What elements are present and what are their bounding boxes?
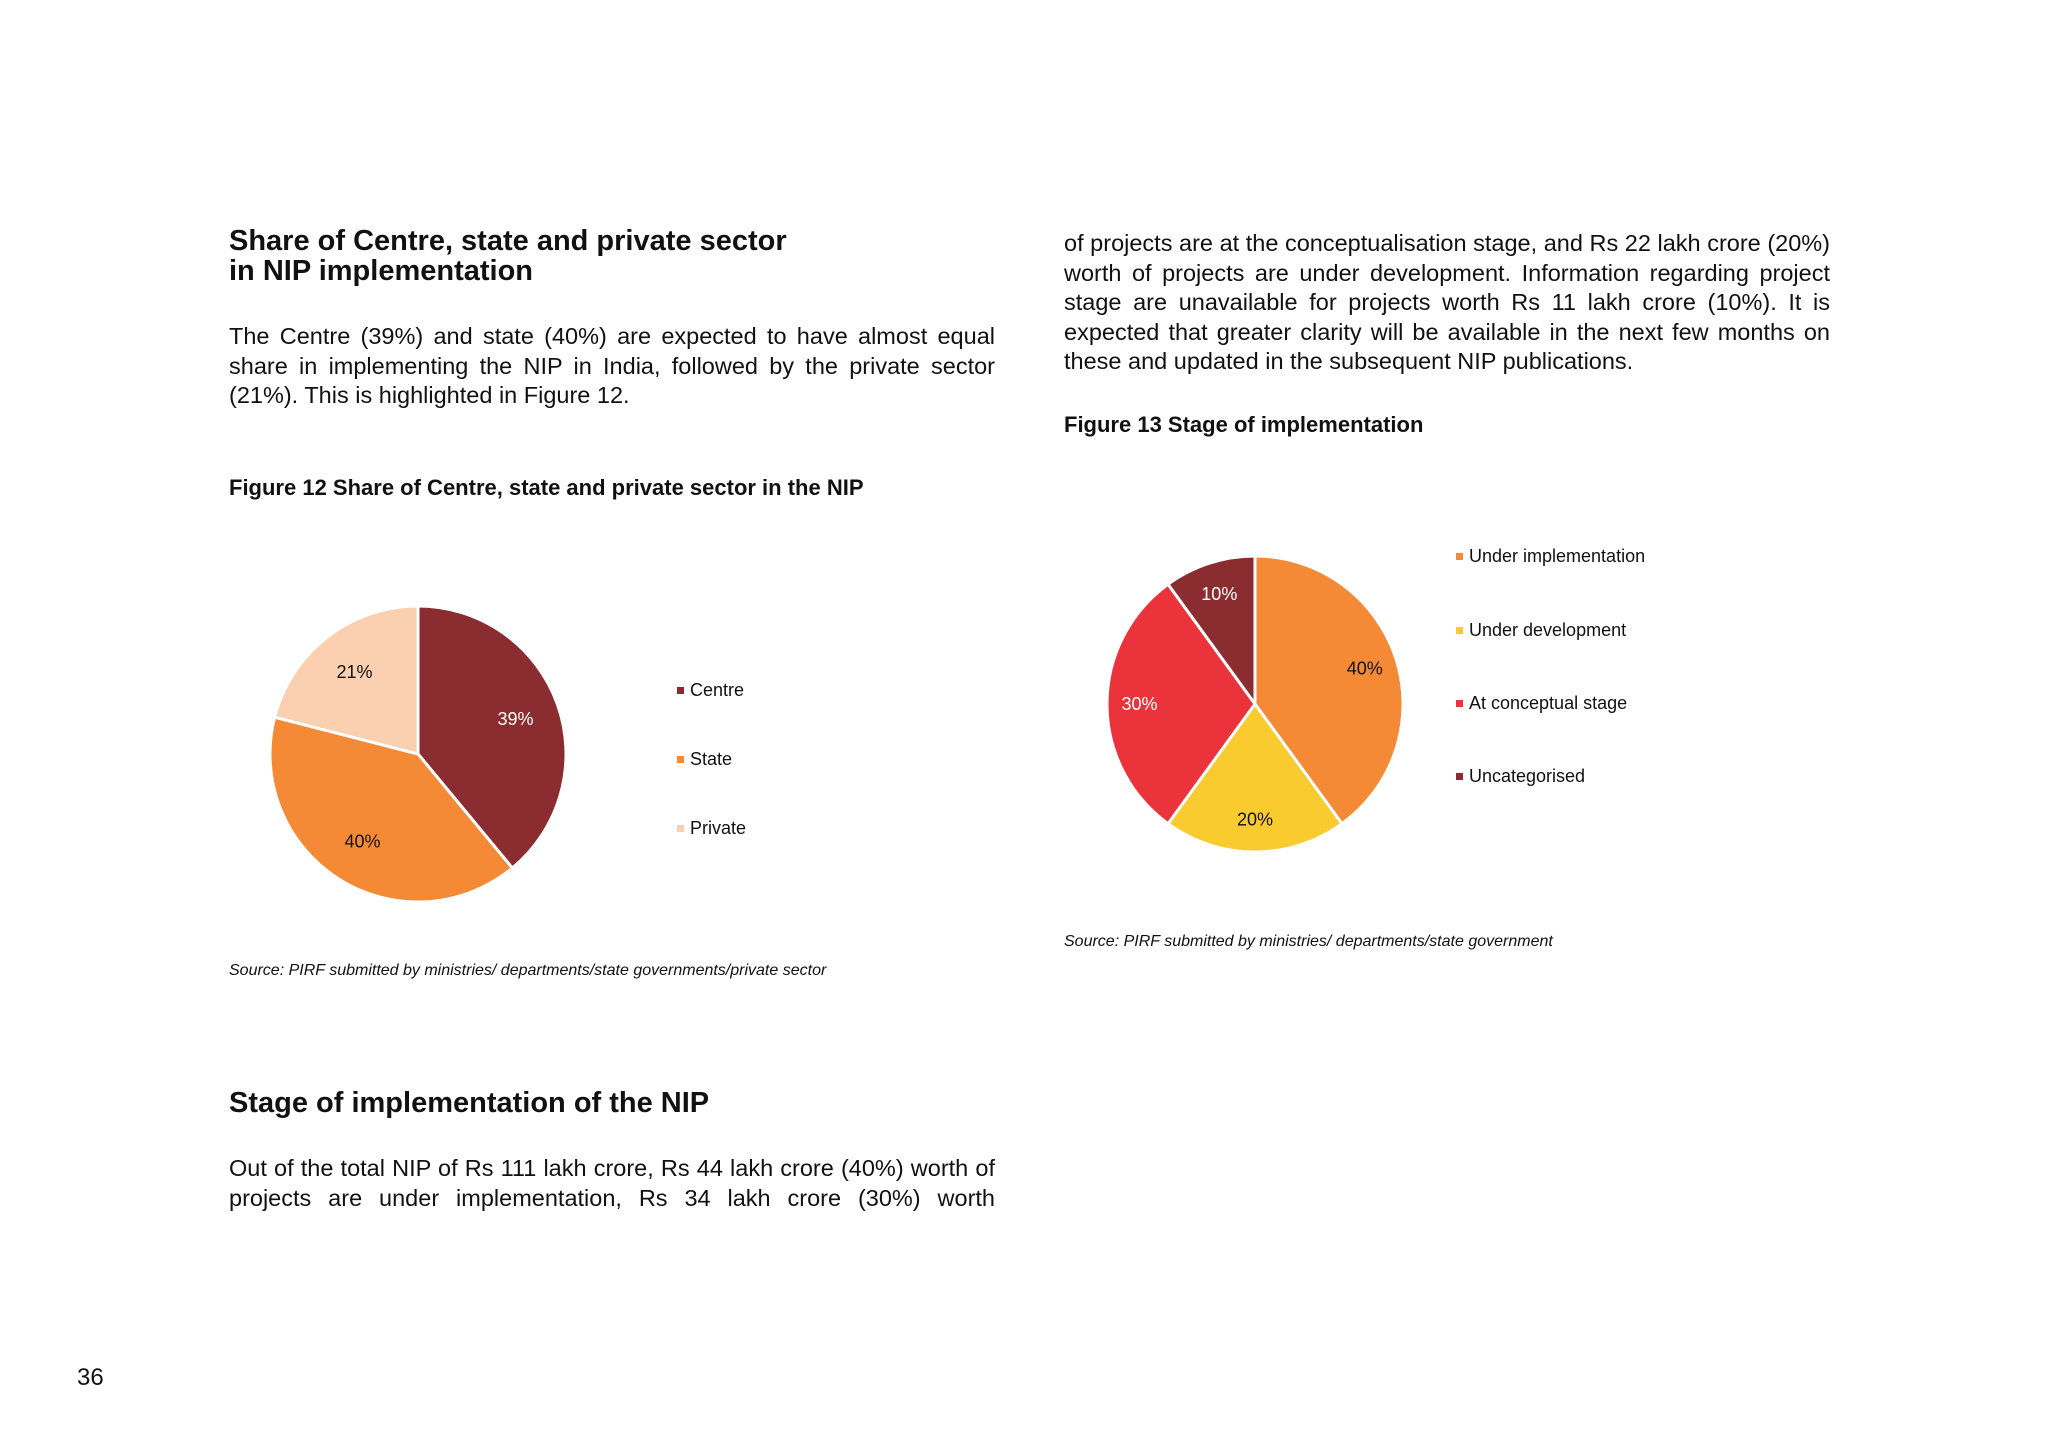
figure-12-title: Figure 12 Share of Centre, state and private sector in the NIP (229, 475, 864, 500)
legend-swatch-private (677, 825, 684, 832)
legend-label-at-conceptual-stage: At conceptual stage (1469, 693, 1628, 713)
section-heading-share: Share of Centre, state and private sector in NIP implementation (229, 225, 787, 287)
pie-label-at-conceptual-stage: 30% (1121, 694, 1158, 714)
pie-label-under-implementation: 40% (1346, 658, 1383, 679)
pie-label-uncategorised: 10% (1201, 584, 1238, 605)
legend-item-private (677, 818, 746, 839)
legend-swatch-centre (677, 687, 684, 694)
pie-label-centre: 39% (497, 708, 534, 729)
legend-item-at-conceptual-stage (1456, 693, 1627, 714)
legend-label-uncategorised: Uncategorised (1469, 766, 1586, 786)
legend-item-under-development (1456, 620, 1626, 641)
legend-label-private: Private (690, 818, 747, 838)
figure-13-pie-chart (1090, 540, 1420, 870)
page-number: 36 (77, 1364, 104, 1391)
section-heading-stage: Stage of implementation of the NIP (229, 1087, 710, 1119)
pie-label-state: 40% (344, 831, 381, 852)
legend-item-under-implementation (1456, 546, 1645, 567)
pie-label-under-development: 20% (1236, 809, 1274, 830)
paragraph-share: The Centre (39%) and state (40%) are expected to have almost equal share in implementing the NIP in India, followed by the private sector (21%). This is highlighted in Figure 12. (229, 323, 995, 408)
figure-13-title: Figure 13 Stage of implementation (1064, 412, 1424, 437)
legend-label-under-implementation: Under implementation (1469, 546, 1646, 566)
legend-label-under-development: Under development (1469, 620, 1627, 640)
paragraph-stage: Out of the total NIP of Rs 111 lakh crore, Rs 44 lakh crore (40%) worth of projects are under implementation, Rs 34 lakh crore (30%) worth (229, 1155, 995, 1211)
figure-12-pie-chart (250, 590, 590, 920)
legend-swatch-state (677, 756, 684, 763)
legend-swatch-under-implementation (1456, 553, 1463, 560)
figure-12-source: Source: PIRF submitted by ministries/ departments/state governments/private sector (229, 962, 827, 979)
legend-swatch-under-development (1456, 627, 1463, 634)
legend-label-centre: Centre (690, 680, 745, 700)
legend-item-uncategorised (1456, 766, 1585, 787)
legend-item-state (677, 749, 732, 770)
legend-item-centre (677, 680, 744, 701)
legend-label-state: State (690, 749, 733, 769)
legend-swatch-at-conceptual-stage (1456, 700, 1463, 707)
paragraph-stage-continued: of projects are at the conceptualisation stage, and Rs 22 lakh crore (20%) worth of projects are under development. Information regarding project stage are unavailable for projects worth Rs 11 lakh crore (10%). It is expected that greater clarity will be available in the next few months on these and updated in the subsequent NIP publications. (1064, 230, 1830, 374)
figure-13-source: Source: PIRF submitted by ministries/ departments/state government (1064, 933, 1553, 950)
pie-label-private: 21% (336, 662, 373, 683)
legend-swatch-uncategorised (1456, 773, 1463, 780)
